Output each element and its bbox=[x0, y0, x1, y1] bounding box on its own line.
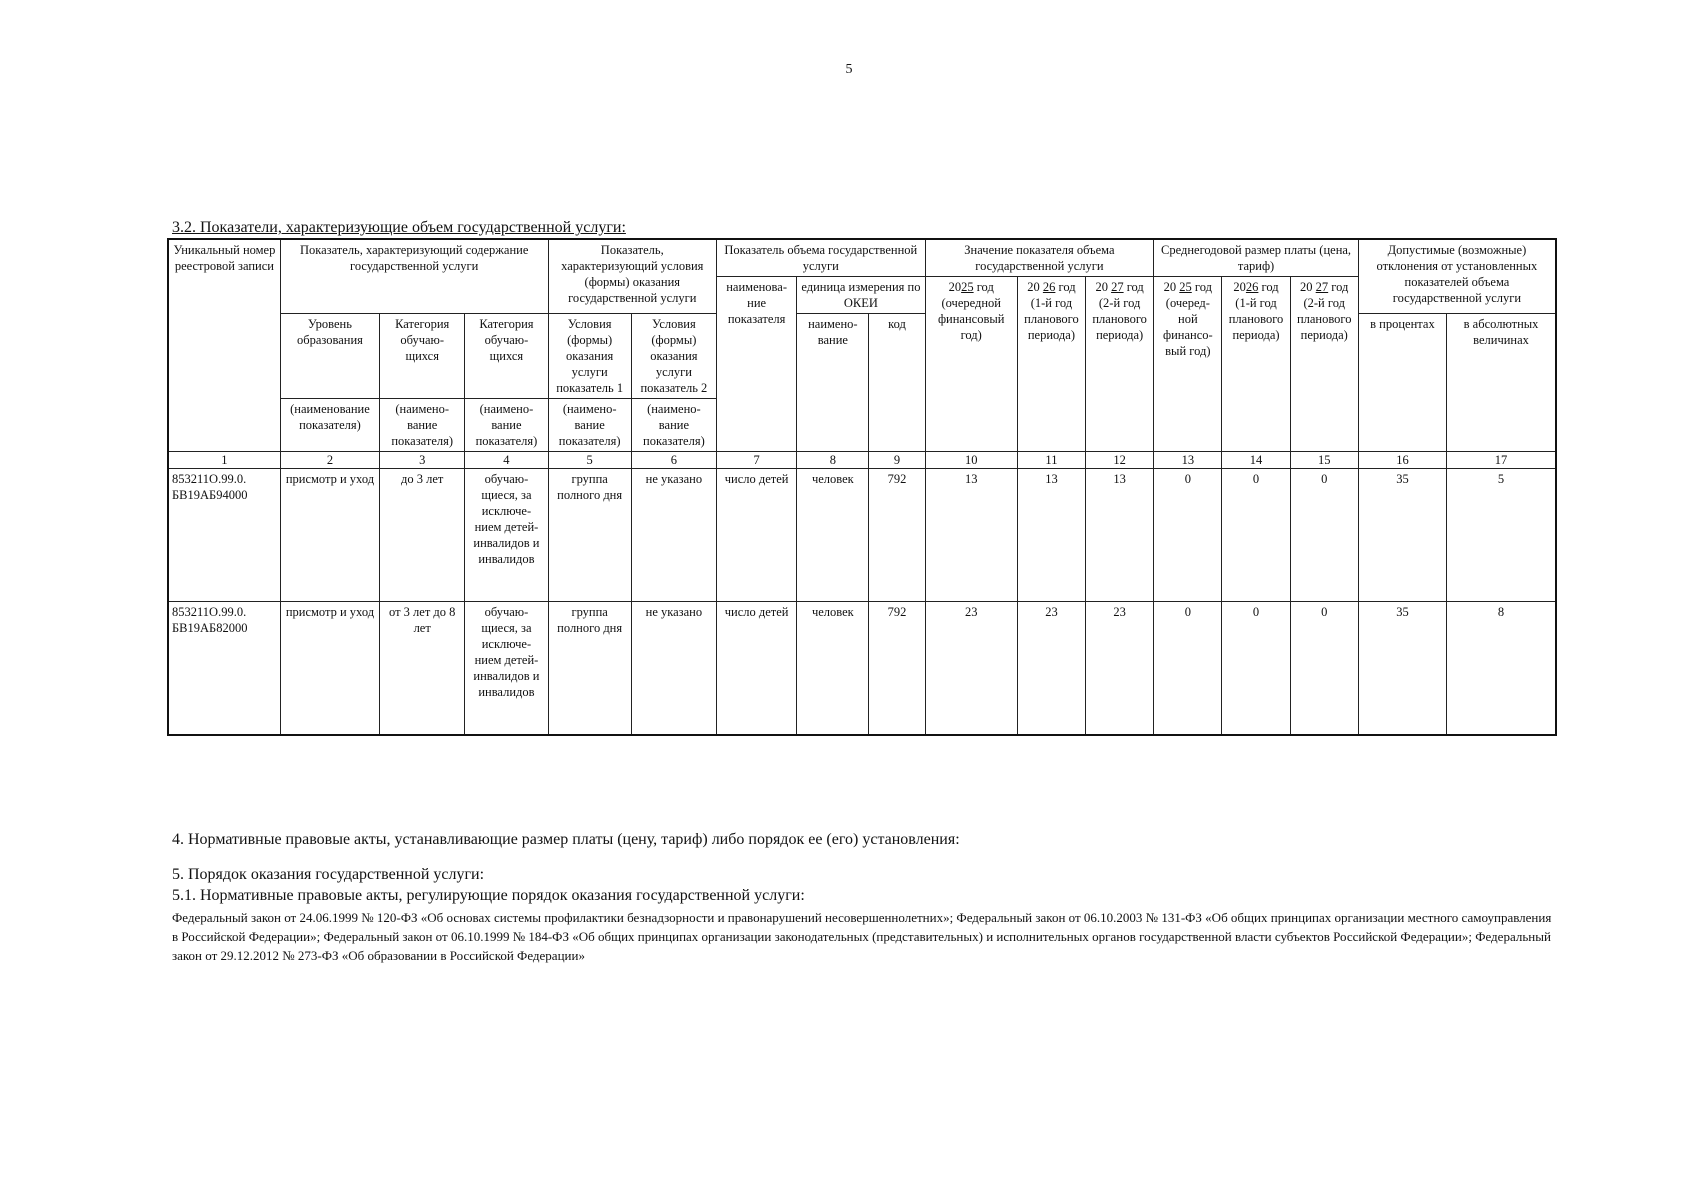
table-cell: 23 bbox=[925, 602, 1017, 736]
fee-2027-note: (2-й год планового периода) bbox=[1296, 296, 1352, 342]
section-4-heading: 4. Нормативные правовые акты, устанавливающие размер платы (цену, тариф) либо порядок ее (его) установления: bbox=[172, 831, 960, 848]
table-cell: 35 bbox=[1358, 602, 1446, 736]
header-year-2025 bbox=[925, 277, 1017, 452]
name-level: (наименование показателя) bbox=[280, 399, 379, 452]
column-number: 12 bbox=[1086, 452, 1154, 469]
section-5-heading: 5. Порядок оказания государственной услуги: bbox=[172, 866, 485, 883]
header-unit: единица измерения по ОКЕИ bbox=[797, 277, 925, 314]
table-cell: 0 bbox=[1154, 469, 1222, 602]
column-number: 8 bbox=[797, 452, 869, 469]
table-cell: 23 bbox=[1086, 602, 1154, 736]
table-cell: обучаю- щиеся, за исключе- нием детей- инвалидов и инвалидов bbox=[465, 602, 548, 736]
header-registry-number: Уникальный номер реестровой записи bbox=[168, 239, 280, 452]
table-cell: до 3 лет bbox=[380, 469, 465, 602]
column-number: 7 bbox=[717, 452, 797, 469]
header-unit-name: наимено- вание bbox=[797, 314, 869, 452]
name-condition-2: (наимено- вание показателя) bbox=[631, 399, 716, 452]
header-fee-2027 bbox=[1290, 277, 1358, 452]
column-numbers-row bbox=[168, 452, 1556, 469]
year-2027-note: (2-й год планового периода) bbox=[1092, 296, 1147, 342]
column-number: 9 bbox=[869, 452, 925, 469]
fee-2025-suffix: год bbox=[1194, 280, 1212, 294]
table-cell: присмотр и уход bbox=[280, 602, 379, 736]
fee-2027-suffix: год bbox=[1331, 280, 1349, 294]
year-2025-suffix: год bbox=[976, 280, 994, 294]
fee-2027-value: 27 bbox=[1315, 280, 1329, 294]
table-cell: 0 bbox=[1290, 602, 1358, 736]
column-number: 14 bbox=[1222, 452, 1290, 469]
table-cell: обучаю- щиеся, за исключе- нием детей- инвалидов и инвалидов bbox=[465, 469, 548, 602]
header-indicator-name: наименова- ние показателя bbox=[717, 277, 797, 452]
table-cell: группа полного дня bbox=[548, 602, 631, 736]
section-title: 3.2. Показатели, характеризующие объем государственной услуги: bbox=[172, 219, 626, 236]
year-2027-suffix: год bbox=[1126, 280, 1144, 294]
year-2026-suffix: год bbox=[1058, 280, 1076, 294]
fee-2026-note: (1-й год планового периода) bbox=[1228, 296, 1284, 342]
header-row-1 bbox=[168, 239, 1556, 277]
column-number: 10 bbox=[925, 452, 1017, 469]
name-category-2: (наимено- вание показателя) bbox=[465, 399, 548, 452]
sub-header-category-2: Категория обучаю- щихся bbox=[465, 314, 548, 399]
table-cell: присмотр и уход bbox=[280, 469, 379, 602]
table-cell: человек bbox=[797, 602, 869, 736]
year-2025-prefix: 20 bbox=[948, 280, 962, 294]
page-number: 5 bbox=[845, 62, 853, 77]
table-cell: 8 bbox=[1447, 602, 1556, 736]
table-cell: 0 bbox=[1222, 602, 1290, 736]
column-number: 16 bbox=[1358, 452, 1446, 469]
fee-2025-note: (очеред- ной финансо- вый год) bbox=[1162, 296, 1213, 358]
table-cell: человек bbox=[797, 469, 869, 602]
registry-number-cell: 853211О.99.0. БВ19АБ82000 bbox=[168, 602, 280, 736]
fee-2025-value: 25 bbox=[1179, 280, 1192, 294]
table-cell: 23 bbox=[1017, 602, 1085, 736]
table-cell: группа полного дня bbox=[548, 469, 631, 602]
year-2025-note: (очередной финансовый год) bbox=[937, 296, 1005, 342]
table-cell: не указано bbox=[631, 469, 716, 602]
header-in-percent: в процентах bbox=[1358, 314, 1446, 452]
fee-2025-prefix: 20 bbox=[1163, 280, 1177, 294]
table-cell: не указано bbox=[631, 602, 716, 736]
sub-header-level: Уровень образования bbox=[280, 314, 379, 399]
fee-2026-prefix: 20 bbox=[1233, 280, 1246, 294]
table-cell: число детей bbox=[717, 602, 797, 736]
table-row bbox=[168, 602, 1556, 736]
column-number: 3 bbox=[380, 452, 465, 469]
header-conditions-indicator: Показатель, характеризующий условия (формы) оказания государственной услуги bbox=[548, 239, 716, 314]
header-year-2026 bbox=[1017, 277, 1085, 452]
year-2026-note: (1-й год планового периода) bbox=[1024, 296, 1079, 342]
header-unit-code: код bbox=[869, 314, 925, 452]
legal-acts-text: Федеральный закон от 24.06.1999 № 120-ФЗ «Об основах системы профилактики безнадзорности и правонарушений несовершеннолетних»; Федеральный закон от 06.10.2003 № 131-ФЗ «Об общих принципах организации местного самоуправления в Российской Федерации»; Федеральный закон от 06.10.1999 № 184-ФЗ «Об общих принципах организации законодательных (представительных) и исполнительных органов государственной власти субъектов Российской Федерации»; Федеральный закон от 29.12.2012 № 273-ФЗ «Об образовании в Российской Федерации» bbox=[172, 910, 1552, 963]
column-number: 11 bbox=[1017, 452, 1085, 469]
sub-header-condition-1: Условия (формы) оказания услуги показатель 1 bbox=[548, 314, 631, 399]
year-2026-value: 26 bbox=[1042, 280, 1056, 294]
header-avg-fee: Среднегодовой размер платы (цена, тариф) bbox=[1154, 239, 1359, 277]
sub-header-category-1: Категория обучаю- щихся bbox=[380, 314, 465, 399]
year-2025-value: 25 bbox=[961, 280, 974, 294]
fee-2026-value: 26 bbox=[1245, 280, 1259, 294]
table-row bbox=[168, 469, 1556, 602]
header-deviations: Допустимые (возможные) отклонения от установленных показателей объема государственной услуги bbox=[1358, 239, 1556, 314]
year-2026-prefix: 20 bbox=[1027, 280, 1040, 294]
name-category-1: (наимено- вание показателя) bbox=[380, 399, 465, 452]
registry-number-cell: 853211О.99.0. БВ19АБ94000 bbox=[168, 469, 280, 602]
fee-2026-suffix: год bbox=[1261, 280, 1279, 294]
table-cell: 0 bbox=[1154, 602, 1222, 736]
year-2027-prefix: 20 bbox=[1095, 280, 1108, 294]
column-number: 17 bbox=[1447, 452, 1556, 469]
table-cell: 792 bbox=[869, 469, 925, 602]
header-volume-value: Значение показателя объема государственной услуги bbox=[925, 239, 1154, 277]
volume-indicators-table bbox=[167, 238, 1557, 736]
table-cell: число детей bbox=[717, 469, 797, 602]
name-condition-1: (наимено- вание показателя) bbox=[548, 399, 631, 452]
column-number: 13 bbox=[1154, 452, 1222, 469]
table-cell: 5 bbox=[1447, 469, 1556, 602]
column-number: 15 bbox=[1290, 452, 1358, 469]
table-cell: 13 bbox=[925, 469, 1017, 602]
section-5-1-heading: 5.1. Нормативные правовые акты, регулирующие порядок оказания государственной услуги: bbox=[172, 887, 805, 904]
table-cell: 792 bbox=[869, 602, 925, 736]
header-volume-indicator: Показатель объема государственной услуги bbox=[717, 239, 926, 277]
sub-header-condition-2: Условия (формы) оказания услуги показатель 2 bbox=[631, 314, 716, 399]
year-2027-value: 27 bbox=[1111, 280, 1124, 294]
column-number: 6 bbox=[631, 452, 716, 469]
table-cell: 13 bbox=[1086, 469, 1154, 602]
header-fee-2025 bbox=[1154, 277, 1222, 452]
table-cell: 0 bbox=[1222, 469, 1290, 602]
table-cell: от 3 лет до 8 лет bbox=[380, 602, 465, 736]
header-year-2027 bbox=[1086, 277, 1154, 452]
table-cell: 35 bbox=[1358, 469, 1446, 602]
table-cell: 0 bbox=[1290, 469, 1358, 602]
header-content-indicator: Показатель, характеризующий содержание государственной услуги bbox=[280, 239, 548, 314]
table-cell: 13 bbox=[1017, 469, 1085, 602]
column-number: 2 bbox=[280, 452, 379, 469]
header-in-absolute: в абсолютных величинах bbox=[1447, 314, 1556, 452]
column-number: 5 bbox=[548, 452, 631, 469]
column-number: 1 bbox=[168, 452, 280, 469]
header-fee-2026 bbox=[1222, 277, 1290, 452]
column-number: 4 bbox=[465, 452, 548, 469]
fee-2027-prefix: 20 bbox=[1300, 280, 1313, 294]
